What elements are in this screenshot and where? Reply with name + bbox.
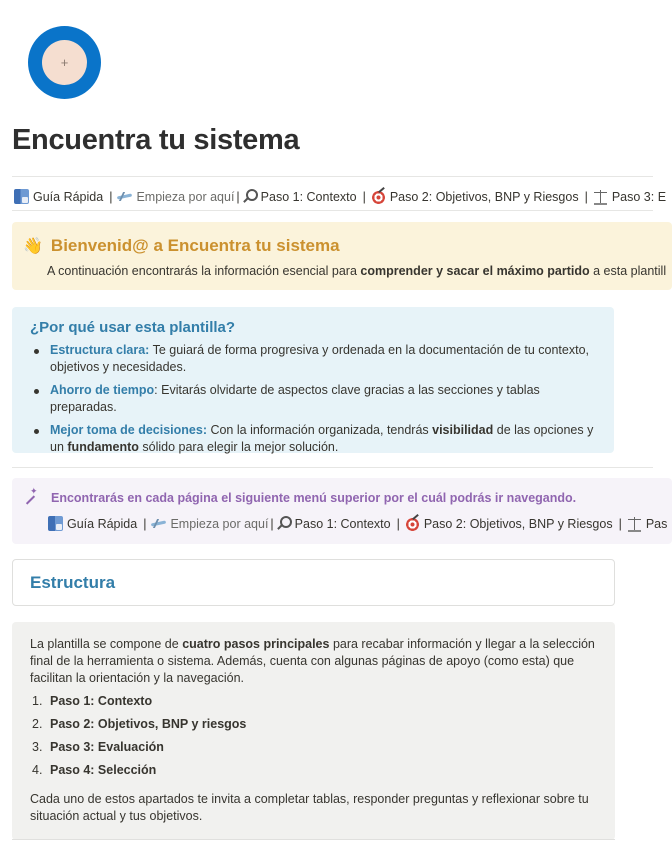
nav-separator: |	[396, 516, 400, 531]
list-item: Estructura clara: Te guiará de forma progresiva y ordenada en la documentación de tu contexto, objetivos y necesidades.	[30, 342, 598, 376]
scale-icon	[593, 189, 608, 204]
nav-link-paso-3[interactable]	[593, 189, 666, 204]
list-item: 2. Paso 2: Objetivos, BNP y riesgos	[32, 717, 247, 731]
nav-link-guia-rapida[interactable]	[14, 189, 103, 204]
list-item: Ahorro de tiempo: Evitarás olvidarte de aspectos clave gracias a las secciones y tablas preparadas.	[30, 382, 598, 416]
book-icon	[14, 189, 29, 204]
airplane-icon	[117, 189, 132, 204]
menu-info-callout	[12, 478, 672, 544]
nav-link-label: Empieza por aquí	[136, 189, 235, 204]
why-callout	[12, 307, 614, 453]
nav-link-label: Empieza por aquí	[170, 516, 269, 531]
nav-link-guia-rapida[interactable]	[48, 516, 137, 531]
target-icon	[405, 516, 420, 531]
nav-link-label: Guía Rápida	[33, 189, 104, 204]
nav-link-label: Paso 3: E	[611, 189, 667, 204]
nav-link-empieza[interactable]	[151, 516, 268, 531]
divider	[12, 839, 615, 840]
nav-separator: |	[618, 516, 622, 531]
steps-list	[30, 693, 597, 785]
plus-icon: +	[42, 40, 87, 85]
welcome-title: Bienvenid@ a Encuentra tu sistema	[50, 236, 340, 255]
welcome-text: A continuación encontrarás la información esencial para comprender y sacar el máximo partido a esta plantill	[47, 264, 667, 278]
menu-info-text: Encontrarás en cada página el siguiente menú superior por el cuál podrás ir navegando.	[51, 491, 577, 505]
list-item: 1. Paso 1: Contexto	[32, 694, 153, 708]
book-icon	[48, 516, 63, 531]
list-item: Mejor toma de decisiones: Con la información organizada, tendrás visibilidad de las opciones y un fundamento sólido para elegir la mejor solución.	[30, 422, 598, 456]
nav-link-label: Paso 2: Objetivos, BNP y Riesgos	[423, 516, 613, 531]
structure-content	[12, 622, 615, 840]
why-list	[30, 342, 598, 456]
nav-link-empieza[interactable]	[117, 189, 234, 204]
nav-link-paso-1[interactable]	[276, 516, 391, 531]
divider	[12, 467, 653, 468]
structure-intro: La plantilla se compone de cuatro pasos principales para recabar información y llegar a la selección final de la herramienta o sistema. Además, cuenta con algunas páginas de apoyo (como esta) que facilitan la orientación y la navegación.	[30, 637, 595, 685]
nav-separator: |	[584, 189, 588, 204]
nav-separator: |	[236, 189, 240, 204]
menu-preview	[48, 516, 667, 531]
nav-separator: |	[109, 189, 113, 204]
top-nav-menu	[14, 189, 666, 204]
waving-hand-icon: 👋	[23, 238, 43, 255]
nav-link-label: Paso 2: Objetivos, BNP y Riesgos	[389, 189, 579, 204]
target-icon	[371, 189, 386, 204]
divider	[12, 176, 653, 177]
scale-icon	[627, 516, 642, 531]
magnifier-icon	[242, 189, 257, 204]
nav-separator: |	[270, 516, 274, 531]
structure-closing: Cada uno de estos apartados te invita a completar tablas, responder preguntas y reflexionar sobre tu situación actual y tus objetivos.	[30, 792, 589, 823]
nav-separator: |	[362, 189, 366, 204]
list-item: 4. Paso 4: Selección	[32, 763, 157, 777]
why-title: ¿Por qué usar esta plantilla?	[30, 319, 236, 336]
nav-separator: |	[143, 516, 147, 531]
welcome-callout	[12, 222, 672, 290]
divider	[12, 210, 653, 211]
nav-link-label: Paso 1: Contexto	[260, 189, 357, 204]
magic-wand-icon	[24, 490, 40, 506]
nav-link-label: Guía Rápida	[67, 516, 138, 531]
list-item: 3. Paso 3: Evaluación	[32, 740, 164, 754]
nav-link-label: Paso 1: Contexto	[294, 516, 391, 531]
structure-heading: Estructura	[30, 573, 116, 592]
magnifier-icon	[276, 516, 291, 531]
nav-link-paso-2[interactable]	[405, 516, 613, 531]
nav-link-paso-1[interactable]	[242, 189, 357, 204]
structure-heading-box	[12, 559, 615, 606]
nav-link-paso-3[interactable]	[627, 516, 668, 531]
page-title: Encuentra tu sistema	[12, 124, 300, 156]
airplane-icon	[151, 516, 166, 531]
nav-link-paso-2[interactable]	[371, 189, 579, 204]
nav-link-label: Pas	[645, 516, 668, 531]
page-icon[interactable]	[28, 26, 101, 99]
